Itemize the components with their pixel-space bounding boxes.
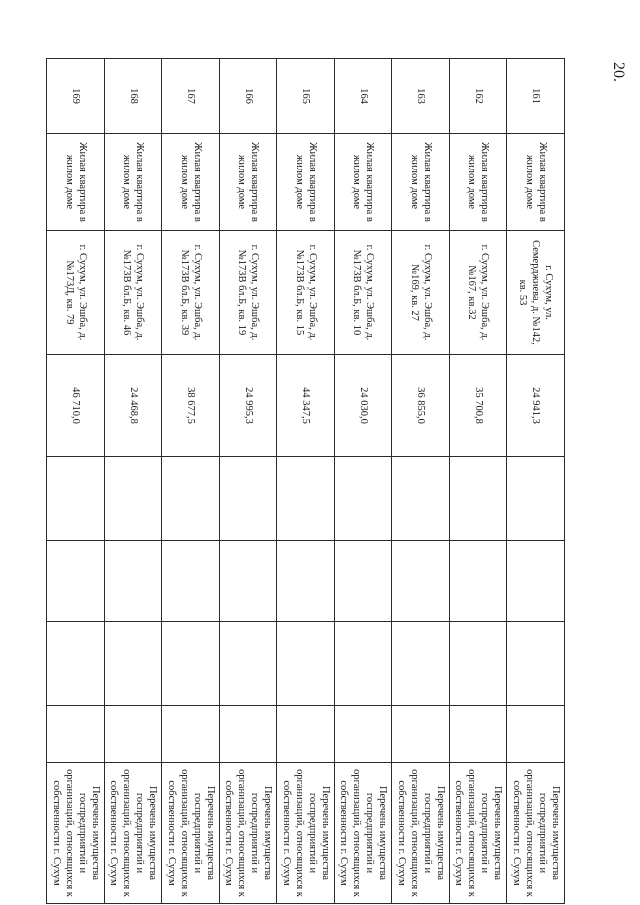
empty-cell: [277, 541, 335, 622]
empty-cell: [220, 457, 278, 541]
table-row: [105, 59, 163, 904]
empty-cell: [162, 457, 220, 541]
row-number: 168: [105, 59, 163, 134]
empty-cell: [105, 457, 163, 541]
object-area: 24 468,8: [105, 355, 163, 457]
empty-cell: [450, 706, 508, 763]
empty-cell: [392, 457, 450, 541]
row-number: 164: [335, 59, 393, 134]
row-number: 169: [47, 59, 105, 134]
object-address: г. Сухум, ул. Эшба, д. №173В бл.Б, кв. 46: [105, 231, 163, 355]
empty-cell: [335, 622, 393, 706]
basis-document: Перечень имущества госпредприятий и организаций, относящихся к собственности г. Сухум: [277, 763, 335, 904]
basis-document: Перечень имущества госпредприятий и организаций, относящихся к собственности г. Сухум: [450, 763, 508, 904]
table-row: [277, 59, 335, 904]
row-number: 165: [277, 59, 335, 134]
object-area: 38 677,5: [162, 355, 220, 457]
table-row: [335, 59, 393, 904]
row-number: 161: [507, 59, 565, 134]
object-address: г. Сухум, ул. Эшба, д. №173В бл.Б, кв. 19: [220, 231, 278, 355]
object-type: Жилая квартира в жилом доме: [47, 134, 105, 231]
object-area: 36 855,0: [392, 355, 450, 457]
basis-document: Перечень имущества госпредприятий и организаций, относящихся к собственности г. Сухум: [220, 763, 278, 904]
object-address: г. Сухум, ул. Эшба, д. №167, кв.32: [450, 231, 508, 355]
empty-cell: [507, 541, 565, 622]
empty-cell: [450, 622, 508, 706]
property-registry-table: [47, 58, 566, 904]
object-type: Жилая квартира в жилом доме: [335, 134, 393, 231]
empty-cell: [507, 622, 565, 706]
empty-cell: [47, 457, 105, 541]
empty-cell: [277, 457, 335, 541]
empty-cell: [47, 706, 105, 763]
empty-cell: [105, 706, 163, 763]
empty-cell: [105, 541, 163, 622]
empty-cell: [47, 622, 105, 706]
table-row: [507, 59, 565, 904]
empty-cell: [392, 622, 450, 706]
empty-cell: [162, 706, 220, 763]
table-body: [47, 59, 565, 904]
empty-cell: [335, 541, 393, 622]
object-address: г. Сухум, ул. Эшба, д. №173В бл.Б, кв. 15: [277, 231, 335, 355]
object-address: г. Сухум, ул. Эшба, д. №169, кв. 27: [392, 231, 450, 355]
row-number: 166: [220, 59, 278, 134]
object-type: Жилая квартира в жилом доме: [105, 134, 163, 231]
empty-cell: [450, 457, 508, 541]
empty-cell: [162, 541, 220, 622]
object-type: Жилая квартира в жилом доме: [162, 134, 220, 231]
empty-cell: [220, 706, 278, 763]
empty-cell: [450, 541, 508, 622]
empty-cell: [335, 706, 393, 763]
object-area: 24 941,3: [507, 355, 565, 457]
empty-cell: [507, 706, 565, 763]
empty-cell: [105, 622, 163, 706]
object-address: г. Сухум, ул. Эшба, д. №173В бл.Б, кв. 10: [335, 231, 393, 355]
row-number: 163: [392, 59, 450, 134]
object-type: Жилая квартира в жилом доме: [277, 134, 335, 231]
empty-cell: [162, 622, 220, 706]
registry-table-rotated: [50, 58, 565, 903]
empty-cell: [335, 457, 393, 541]
object-area: 44 347,5: [277, 355, 335, 457]
object-type: Жилая квартира в жилом доме: [392, 134, 450, 231]
object-area: 24 030,0: [335, 355, 393, 457]
basis-document: Перечень имущества госпредприятий и организаций, относящихся к собственности г. Сухум: [105, 763, 163, 904]
empty-cell: [220, 541, 278, 622]
empty-cell: [392, 706, 450, 763]
basis-document: Перечень имущества госпредприятий и организаций, относящихся к собственности г. Сухум: [507, 763, 565, 904]
empty-cell: [47, 541, 105, 622]
empty-cell: [392, 541, 450, 622]
row-number: 167: [162, 59, 220, 134]
basis-document: Перечень имущества госпредприятий и организаций, относящихся к собственности г. Сухум: [392, 763, 450, 904]
object-type: Жилая квартира в жилом доме: [450, 134, 508, 231]
row-number: 162: [450, 59, 508, 134]
basis-document: Перечень имущества госпредприятий и организаций, относящихся к собственности г. Сухум: [162, 763, 220, 904]
basis-document: Перечень имущества госпредприятий и организаций, относящихся к собственности г. Сухум: [335, 763, 393, 904]
page-number: 20.: [610, 62, 627, 82]
table-row: [220, 59, 278, 904]
object-area: 46 710,0: [47, 355, 105, 457]
object-area: 24 995,3: [220, 355, 278, 457]
table-row: [47, 59, 105, 904]
table-row: [392, 59, 450, 904]
empty-cell: [277, 622, 335, 706]
table-row: [162, 59, 220, 904]
empty-cell: [277, 706, 335, 763]
table-row: [450, 59, 508, 904]
object-type: Жилая квартира в жилом доме: [220, 134, 278, 231]
object-area: 35 700,8: [450, 355, 508, 457]
object-address: г. Сухум, ул. Семерджиева, д. №142, кв. 53: [507, 231, 565, 355]
object-address: г. Сухум, ул. Эшба, д. №173В бл.Б, кв. 39: [162, 231, 220, 355]
empty-cell: [220, 622, 278, 706]
object-type: Жилая квартира в жилом доме: [507, 134, 565, 231]
object-address: г. Сухум, ул. Эшба, д. №173Д, кв. 79: [47, 231, 105, 355]
basis-document: Перечень имущества госпредприятий и организаций, относящихся к собственности г. Сухум: [47, 763, 105, 904]
empty-cell: [507, 457, 565, 541]
